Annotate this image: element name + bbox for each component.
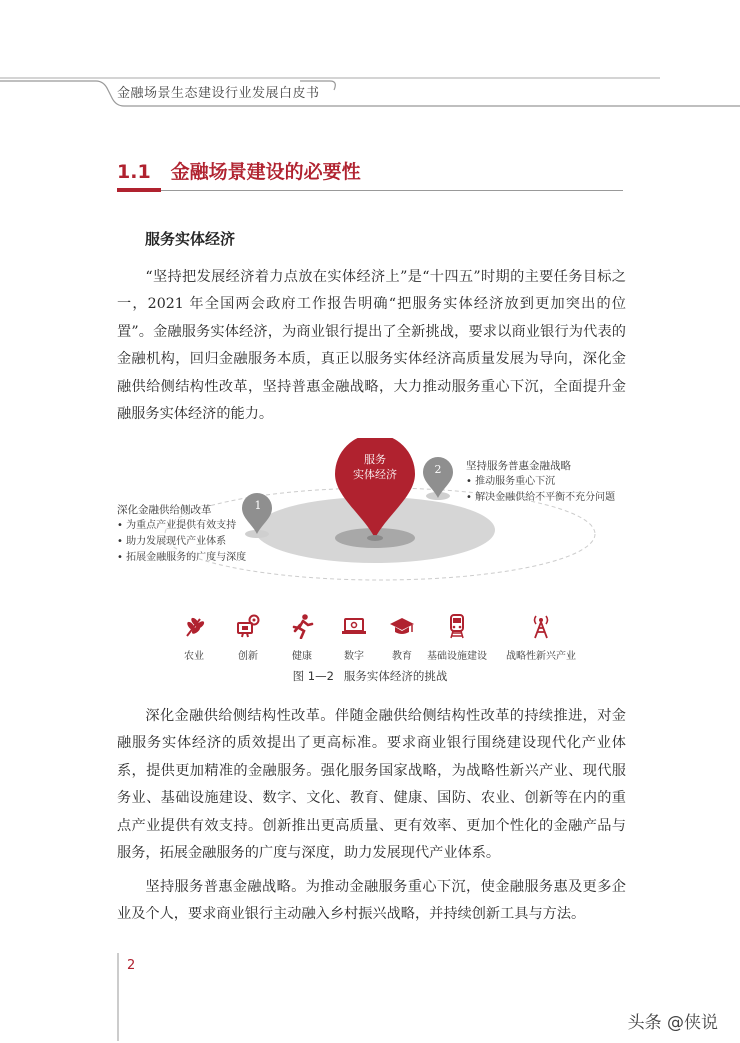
list-item: • 为重点产业提供有效支持 [117, 520, 237, 531]
watermark: 头条 @侠说 [627, 1013, 718, 1033]
section-number: 1.1 [117, 161, 151, 183]
left-list [117, 502, 246, 566]
laptop-icon [340, 613, 368, 639]
subheading: 服务实体经济 [145, 230, 236, 248]
icon-item-infrastructure: 基础设施建设 [418, 613, 496, 662]
list-item: • 助力发展现代产业体系 [117, 536, 227, 547]
caption-number: 图 1—2 [292, 669, 334, 683]
wheat-icon [181, 613, 207, 639]
header-title: 金融场景生态建设行业发展白皮书 [117, 86, 320, 101]
section-title [117, 157, 361, 184]
pin-2-number: 2 [434, 463, 442, 476]
page-number: 2 [127, 958, 136, 973]
right-list [466, 458, 615, 506]
caption-title: 服务实体经济的挑战 [343, 669, 448, 683]
right-list-title: 坚持服务普惠金融战略 [466, 460, 571, 472]
signal-tower-icon [528, 613, 554, 639]
icon-item-innovation: 创新 [224, 613, 272, 662]
pin-1-number: 1 [254, 499, 262, 512]
icon-item-agriculture: 农业 [168, 613, 220, 662]
icon-item-digital: 数字 [330, 613, 378, 662]
graduation-cap-icon [388, 613, 416, 639]
icon-item-education: 教育 [378, 613, 426, 662]
train-icon [444, 613, 470, 639]
paragraph: 深化金融供给侧结构性改革。伴随金融供给侧结构性改革的持续推进，对金融服务实体经济的质效提出了更高标准。要求商业银行围绕建设现代化产业体系，提供更加精准的金融服务。强化服务国家战略，为战略性新兴产业、现代服务业、基础设施建设、数字、文化、教育、健康、国防、农业、创新等在内的重点产业提供有效支持。创新推出更高质量、更有效率、更加个性化的金融产品与服务，拓展金融服务的广度与深度，助力发展现代产业体系。 [117, 708, 626, 862]
list-item: • 解决金融供给不平衡不充分问题 [466, 492, 616, 503]
left-list-title: 深化金融供给侧改革 [117, 504, 212, 516]
innovation-icon [235, 613, 261, 639]
section-accent-bar [117, 188, 161, 192]
page-number-bar [117, 953, 119, 1041]
figure-caption [0, 668, 740, 684]
list-item: • 拓展金融服务的广度与深度 [117, 552, 247, 563]
paragraph: 坚持服务普惠金融战略。为推动金融服务重心下沉，使金融服务惠及更多企业及个人，要求商业银行主动融入乡村振兴战略，并持续创新工具与方法。 [117, 879, 626, 923]
header-decoration [0, 60, 740, 110]
list-item: • 推动服务重心下沉 [466, 476, 556, 487]
paragraph: “坚持把发展经济着力点放在实体经济上”是“十四五”时期的主要任务目标之一，2021 年全国两会政府工作报告明确“把服务实体经济放到更加突出的位置”。金融服务实体经济，为商业银行提出了全新挑战，要求以商业银行为代表的金融机构，回归金融服务本质，真正以服务实体经济高质量发展为导向，深化金融供给侧结构性改革，坚持普惠金融战略，大力推动服务重心下沉，全面提升金融服务实体经济的能力。 [117, 269, 626, 423]
center-pin-label: 服务 实体经济 [353, 453, 397, 481]
icon-item-health: 健康 [278, 613, 326, 662]
section-title-text: 金融场景建设的必要性 [170, 161, 361, 183]
icon-item-emerging-industries: 战略性新兴产业 [494, 613, 588, 662]
runner-icon [289, 613, 315, 639]
section-rule [117, 190, 623, 191]
